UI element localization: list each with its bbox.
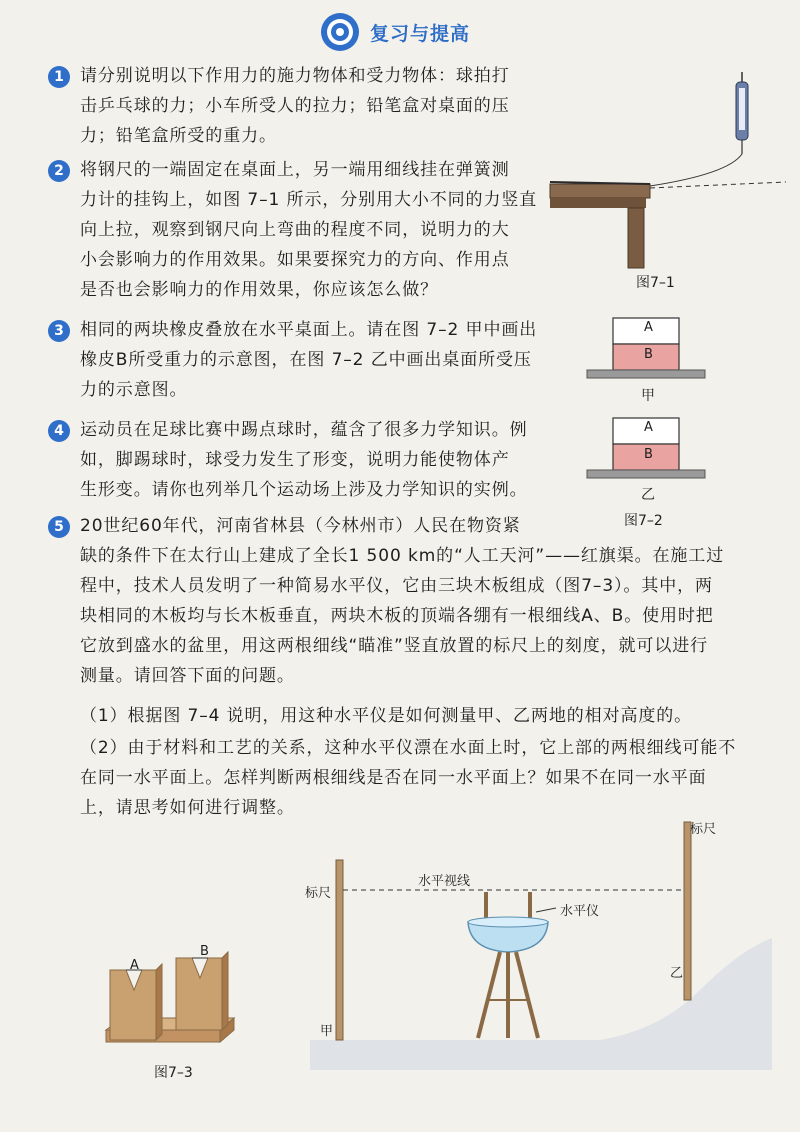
subquestion-1: （1）根据图 7–4 说明，用这种水平仪是如何测量甲、乙两地的相对高度的。 bbox=[80, 706, 693, 726]
string-b-label: B bbox=[200, 944, 209, 959]
question-number: 1 bbox=[48, 66, 70, 88]
question-line: 运动员在足球比赛中踢点球时，蕴含了很多力学知识。例 bbox=[80, 420, 528, 440]
right-ruler-label: 标尺 bbox=[690, 822, 717, 837]
question-line: 测量。请回答下面的问题。 bbox=[80, 666, 295, 686]
string-a-label: A bbox=[130, 958, 139, 973]
question-line: 生形变。请你也列举几个运动场上涉及力学知识的实例。 bbox=[80, 480, 528, 500]
question-line: 将钢尺的一端固定在桌面上，另一端用细线挂在弹簧测 bbox=[80, 160, 510, 180]
question-line: 20世纪60年代，河南省林县（今林州市）人民在物资紧 bbox=[80, 516, 521, 536]
section-title: 复习与提高 bbox=[370, 22, 471, 45]
figure-7-2-jia-label: 甲 bbox=[641, 388, 655, 404]
question-number: 4 bbox=[48, 420, 70, 442]
question-line: 力；铅笔盒所受的重力。 bbox=[80, 126, 277, 146]
eraser-b-label: B bbox=[644, 447, 653, 462]
subquestion-2-line: 在同一水平面上。怎样判断两根细线是否在同一水平面上？如果不在同一水平面 bbox=[80, 768, 707, 788]
left-ruler-label: 标尺 bbox=[305, 886, 332, 901]
review-icon bbox=[320, 12, 360, 52]
question-number: 5 bbox=[48, 516, 70, 538]
question-line: 击乒乓球的力；小车所受人的拉力；铅笔盒对桌面的压 bbox=[80, 96, 510, 116]
question-line: 请分别说明以下作用力的施力物体和受力物体：球拍打 bbox=[80, 66, 510, 86]
point-yi-label: 乙 bbox=[670, 966, 684, 981]
question-line: 程中，技术人员发明了一种简易水平仪，它由三块木板组成（图7–3）。其中，两 bbox=[80, 576, 713, 596]
question-line: 块相同的木板均与长木板垂直，两块木板的顶端各绷有一根细线A、B。使用时把 bbox=[80, 606, 714, 626]
eraser-a-label: A bbox=[644, 320, 653, 335]
question-number: 3 bbox=[48, 320, 70, 342]
question-line: 相同的两块橡皮叠放在水平桌面上。请在图 7–2 甲中画出 bbox=[80, 320, 538, 340]
point-jia-label: 甲 bbox=[320, 1024, 334, 1039]
figure-7-3 bbox=[100, 940, 240, 1060]
question-line: 缺的条件下在太行山上建成了全长1 500 km的“人工天河”——红旗渠。在施工过 bbox=[80, 546, 725, 566]
figure-7-2-caption: 图7–2 bbox=[624, 513, 663, 529]
question-line: 力的示意图。 bbox=[80, 380, 188, 400]
question-line: 如，脚踢球时，球受力发生了形变，说明力能使物体产 bbox=[80, 450, 510, 470]
question-line: 橡皮B所受重力的示意图，在图 7–2 乙中画出桌面所受压 bbox=[80, 350, 532, 370]
eraser-b-label: B bbox=[644, 347, 653, 362]
section-header bbox=[320, 10, 470, 54]
level-label: 水平仪 bbox=[560, 904, 600, 919]
figure-7-3-caption: 图7–3 bbox=[154, 1065, 193, 1081]
figure-7-1-caption: 图7–1 bbox=[636, 275, 675, 291]
question-line: 它放到盛水的盆里，用这两根细线“瞄准”竖直放置的标尺上的刻度，就可以进行 bbox=[80, 636, 709, 656]
subquestion-2-line: （2）由于材料和工艺的关系，这种水平仪漂在水面上时，它上部的两根细线可能不 bbox=[80, 738, 737, 758]
question-line: 小会影响力的作用效果。如果要探究力的方向、作用点 bbox=[80, 250, 510, 270]
question-number: 2 bbox=[48, 160, 70, 182]
question-line: 向上拉，观察到钢尺向上弯曲的程度不同，说明力的大 bbox=[80, 220, 510, 240]
figure-7-4 bbox=[300, 820, 780, 1070]
subquestion-2-line: 上，请思考如何进行调整。 bbox=[80, 798, 295, 818]
question-line: 力计的挂钩上，如图 7–1 所示，分别用大小不同的力竖直 bbox=[80, 190, 538, 210]
sight-line-label: 水平视线 bbox=[418, 874, 471, 889]
question-line: 是否也会影响力的作用效果，你应该怎么做？ bbox=[80, 280, 438, 300]
figure-7-1 bbox=[550, 70, 790, 270]
eraser-a-label: A bbox=[644, 420, 653, 435]
figure-7-2-yi-label: 乙 bbox=[641, 487, 655, 503]
